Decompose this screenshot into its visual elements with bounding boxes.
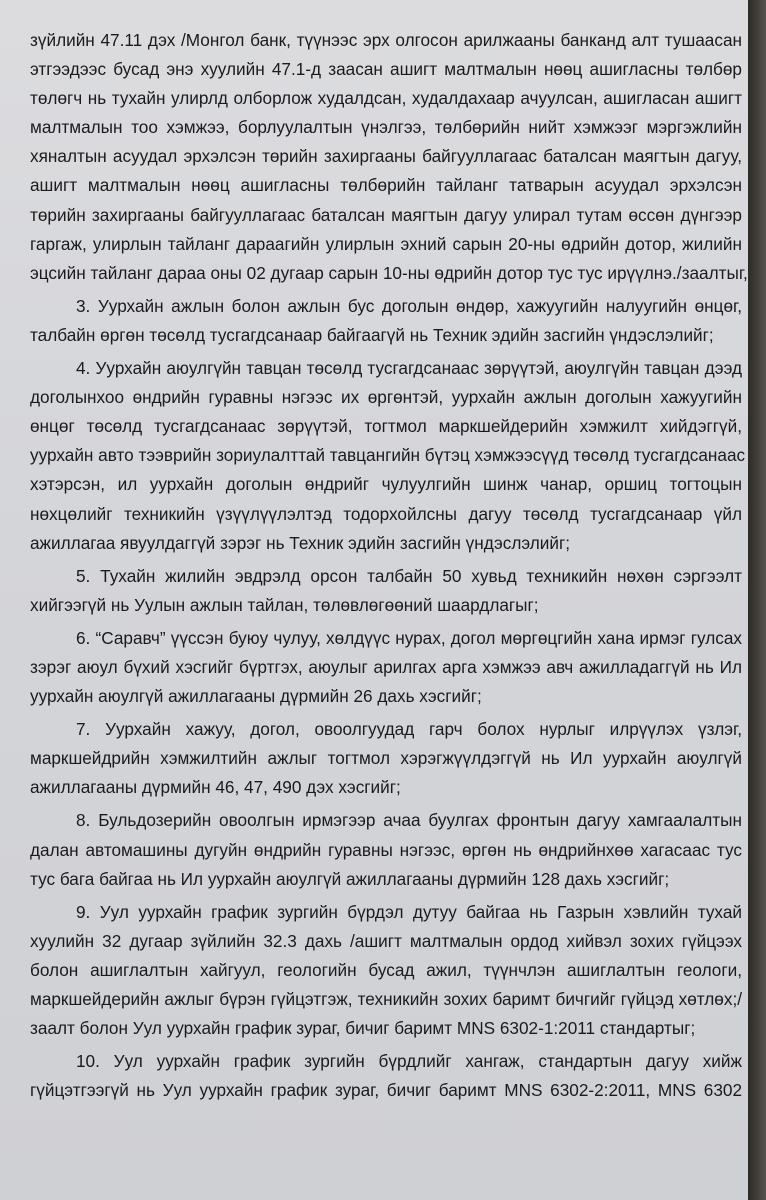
text-line: маркшейдерийн ажлыг бүрэн гүйцэтгэж, техникийн зохих баримт бичгийг гүйцэд хөтлөх;/ [30,989,742,1009]
text-line: 7. Уурхайн хажуу, догол, овоолгуудад гарч болох нурлыг илрүүлэх үзлэг, [76,719,742,740]
text-line: өнцөг төсөлд тусгагдсанаас зөрүүтэй, тогтмол маркшейдерийн хэмжилт хийдэггүй, [30,416,742,437]
list-item-6 [30,624,748,711]
list-item-7 [30,715,748,802]
text-line: талбайн өргөн төсөлд тусгагдсанаар байгаагүй нь Техник эдийн засгийн үндэслэлийг; [30,324,714,345]
text-line: 3. Уурхайн ажлын болон ажлын бус доголын өндөр, хажуугийн налуугийн өнцөг, [76,295,742,316]
text-line: хийгээгүй нь Уулын ажлын тайлан, төлөвлөгөөний шаардлагыг; [30,594,539,615]
text-line: далан автомашины дугуйн өндрийн гуравны нэгээс, өргөн нь өндрийнхөө хагасаас тус [30,839,742,860]
text-line: болон ашиглалтын хайгуул, геологийн бусад ажил, түүнчлэн ашиглалтын геологи, [30,959,742,980]
text-line: 4. Уурхайн аюулгүйн тавцан төсөлд тусгагдсанаас зөрүүтэй, аюулгүйн тавцан дээд [76,358,742,379]
text-line: 8. Бульдозерийн овоолгын ирмэгээр ачаа буулгах фронтын дагуу хамгаалалтын [76,810,742,831]
text-line: 6. “Саравч” үүссэн буюу чулуу, хөлдүүс нурах, догол мөргөцгийн хана ирмэг гулсах [76,627,742,648]
text-line: хяналтын асуудал эрхэлсэн төрийн захиргааны байгууллагаас баталсан маягтын дагуу, [30,146,742,167]
text-line: ажиллагаа явуулдаггүй зэрэг нь Техник эдийн засгийн үндэслэлийг; [30,532,571,553]
text-line: төлөгч нь тухайн улирлд олборлож худалдсан, худалдахаар ачуулсан, ашигласан ашигт [30,88,742,109]
text-line: уурхайн авто тээврийн зориулалттай тавцангийн бүтэц хэмжээсүүд төсөлд тусгагдсанаас [30,445,746,466]
text-line: зүйлийн 47.11 дэх /Монгол банк, түүнээс эрх олгосон арилжааны банканд алт тушаасан [30,30,742,50]
text-line: тус бага байгаа нь Ил уурхайн аюулгүй ажиллагааны дүрмийн 128 дахь хэсгийг; [30,868,670,889]
text-line: гаргаж, улирлын тайланг дараагийн улирлын эхний сарын 20-ны өдрийн дотор, жилийн [30,233,742,254]
text-line: хуулийн 32 дугаар зүйлийн 32.3 дахь /ашигт малтмалын ордод хийвэл зохих гүйцээх [30,930,742,951]
text-line: уурхайн аюулгүй ажиллагааны дүрмийн 26 дахь хэсгийг; [30,686,482,707]
text-line: төрийн захиргааны байгууллагаас баталсан маягтын дагуу улирал тутам өссөн дүнгээр [30,204,742,225]
list-item-3 [30,292,748,350]
text-line: 9. Уул уурхайн график зургийн бүрдэл дутуу байгаа нь Газрын хэвлийн тухай [76,901,742,922]
text-line: маркшейдрийн хэмжилтийн ажлыг тогтмол хэрэгжүүлдэггүй нь Ил уурхайн аюулгүй [30,748,742,769]
text-line: малтмалын тоо хэмжээ, борлуулалтын үнэлгээ, төлбөрийн нийт хэмжээг мэргэжлийн [30,117,742,138]
text-line: заалт болон Уул уурхайн график зураг, бичиг баримт MNS 6302-1:2011 стандартыг; [30,1018,696,1039]
page-edge-shadow [748,0,766,1200]
list-item-9 [30,898,748,1043]
text-line: гүйцэтгээгүй нь Уул уурхайн график зураг, бичиг баримт MNS 6302-2:2011, MNS 6302 [30,1080,742,1101]
text-line: ажиллагааны дүрмийн 46, 47, 490 дэх хэсгийг; [30,777,401,798]
text-line: этгээдээс бусад энэ хуулийн 47.1-д заасан ашигт малтмалын нөөц ашигласны төлбөр [30,59,742,80]
text-line: нөхцөлийг техникийн үзүүлүүлэлтэд тодорхойлсны дагуу төсөлд тусгагдсанаар үйл [30,503,742,524]
text-line: хэтэрсэн, ил уурхайн доголын өндрийг чулуулгийн шинж чанар, оршиц тогтоцын [30,474,742,495]
text-line: ашигт малтмалын нөөц ашигласны төлбөрийн тайланг татварын асуудал эрхэлсэн [30,175,742,196]
text-line: доголынхоо өндрийн гуравны нэгээс их өргөнтэй, уурхайн ажлын доголын хажуугийн [30,387,742,408]
text-line: 10. Уул уурхайн график зургийн бүрдлийг хангаж, стандартын дагуу хийж [76,1051,742,1072]
text-line: зэрэг аюул бүхий хэсгийг бүртгэх, аюулыг арилгах арга хэмжээ авч ажилладаггүй нь Ил [30,656,742,677]
text-line: 5. Тухайн жилийн эвдрэлд орсон талбайн 50 хувьд техникийн нөхөн сэргээлт [76,565,742,586]
list-item-10 [30,1047,748,1105]
list-item-5 [30,562,748,620]
text-line: эцсийн тайланг дараа оны 02 дугаар сарын 10-ны өдрийн дотор тус тус ирүүлнэ./заалтыг, [30,262,748,283]
continuation-paragraph [30,26,748,288]
list-item-8 [30,806,748,893]
list-item-4 [30,354,748,558]
document-body [30,26,748,1105]
